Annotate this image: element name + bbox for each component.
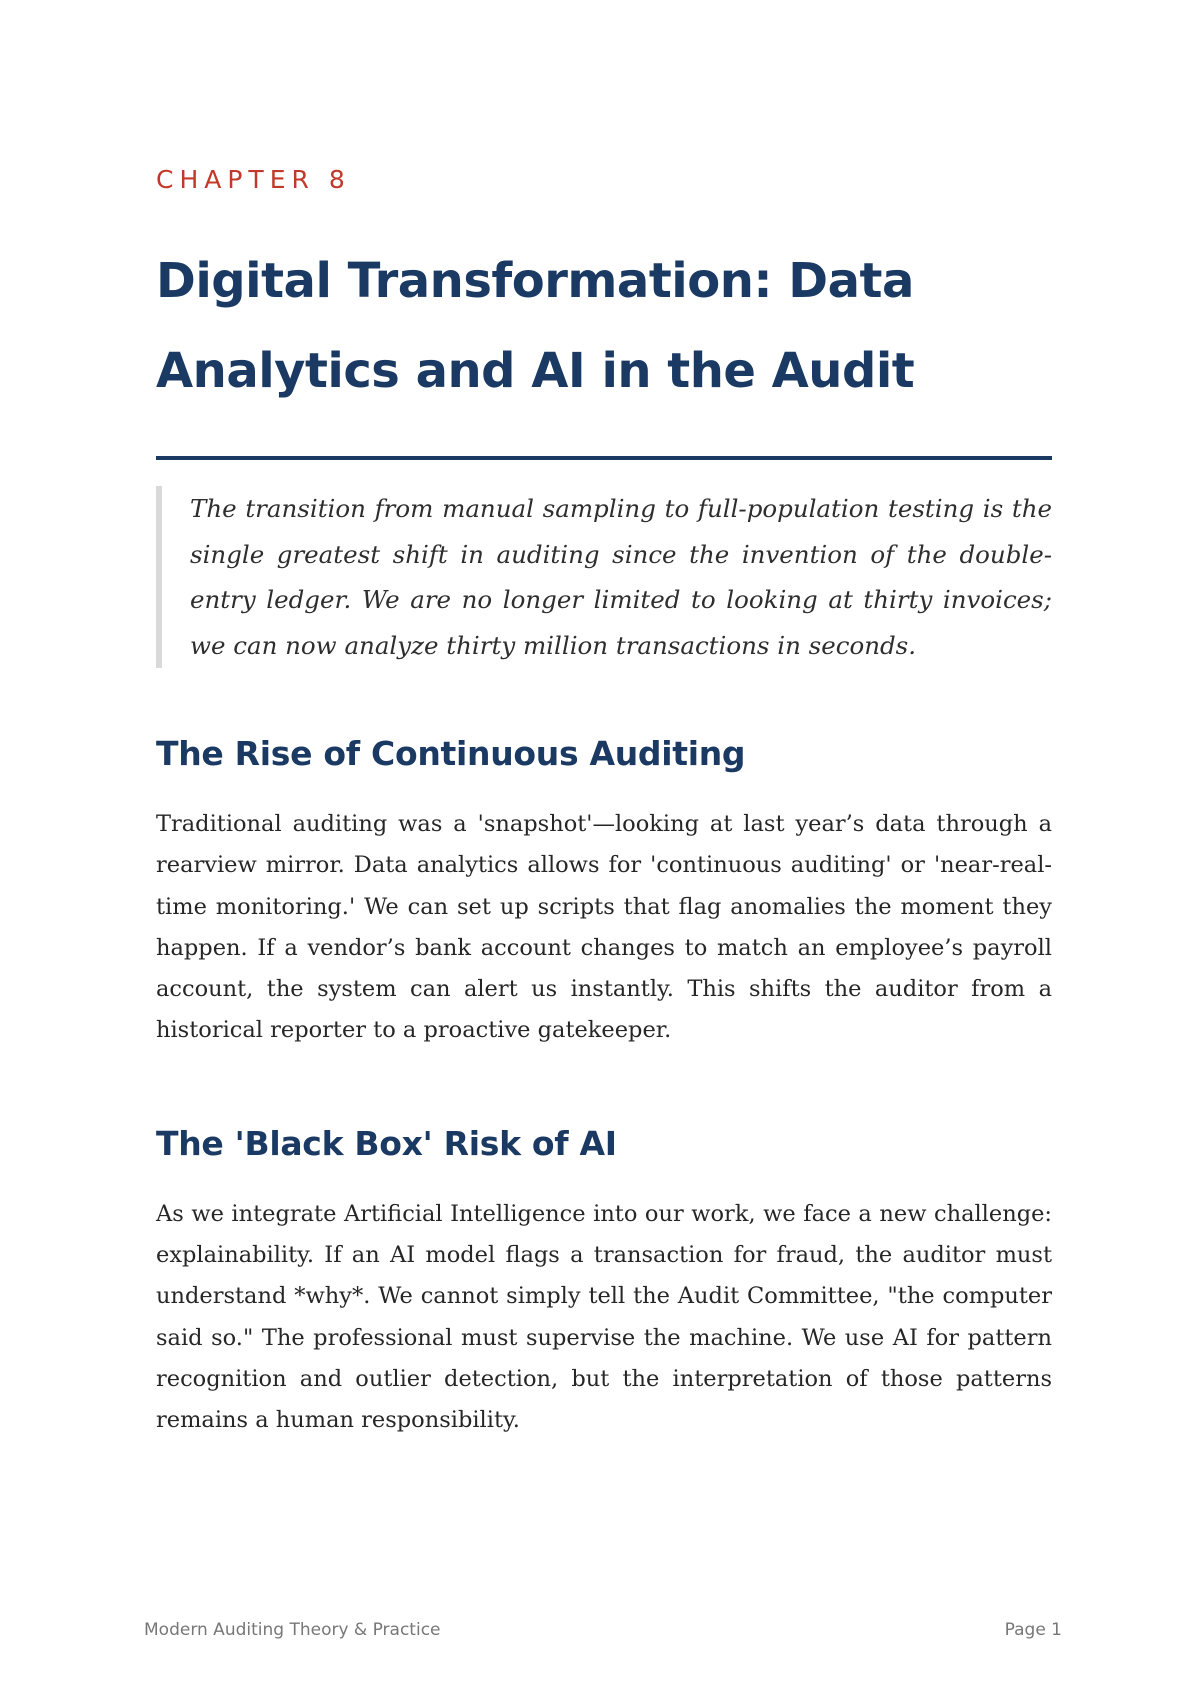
section-heading-black-box-risk: The 'Black Box' Risk of AI — [156, 1123, 617, 1163]
footer-book-title: Modern Auditing Theory & Practice — [144, 1620, 441, 1640]
chapter-label: CHAPTER 8 — [156, 165, 351, 194]
section-heading-continuous-auditing: The Rise of Continuous Auditing — [156, 734, 746, 773]
title-divider — [156, 456, 1052, 460]
section-body-continuous-auditing: Traditional auditing was a 'snapshot'—looking at last year’s data through a rearview mirror. Data analytics allows for 'continuous auditing' or 'near-real-time monitoring.' We can set up scripts that flag anomalies the moment they happen. If a vendor’s bank account changes to match an employee’s payroll account, the system can alert us instantly. This shifts the auditor from a historical reporter to a proactive gatekeeper. — [156, 811, 1052, 1044]
epigraph-quote: The transition from manual sampling to full-population testing is the single greatest shift in auditing since the invention of the double-entry ledger. We are no longer limited to looking at thirty invoices; we can now analyze thirty million transactions in seconds. — [156, 486, 1052, 668]
section-body-black-box-risk: As we integrate Artificial Intelligence into our work, we face a new challenge: explainability. If an AI model flags a transaction for fraud, the auditor must understand *why*. We cannot simply tell the Audit Committee, "the computer said so." The professional must supervise the machine. We use AI for pattern recognition and outlier detection, but the interpretation of those patterns remains a human responsibility. — [156, 1200, 1052, 1434]
footer-page-number: Page 1 — [1004, 1620, 1062, 1640]
chapter-title: Digital Transformation: Data Analytics and AI in the Audit — [156, 253, 915, 399]
page-content — [156, 160, 1052, 1442]
